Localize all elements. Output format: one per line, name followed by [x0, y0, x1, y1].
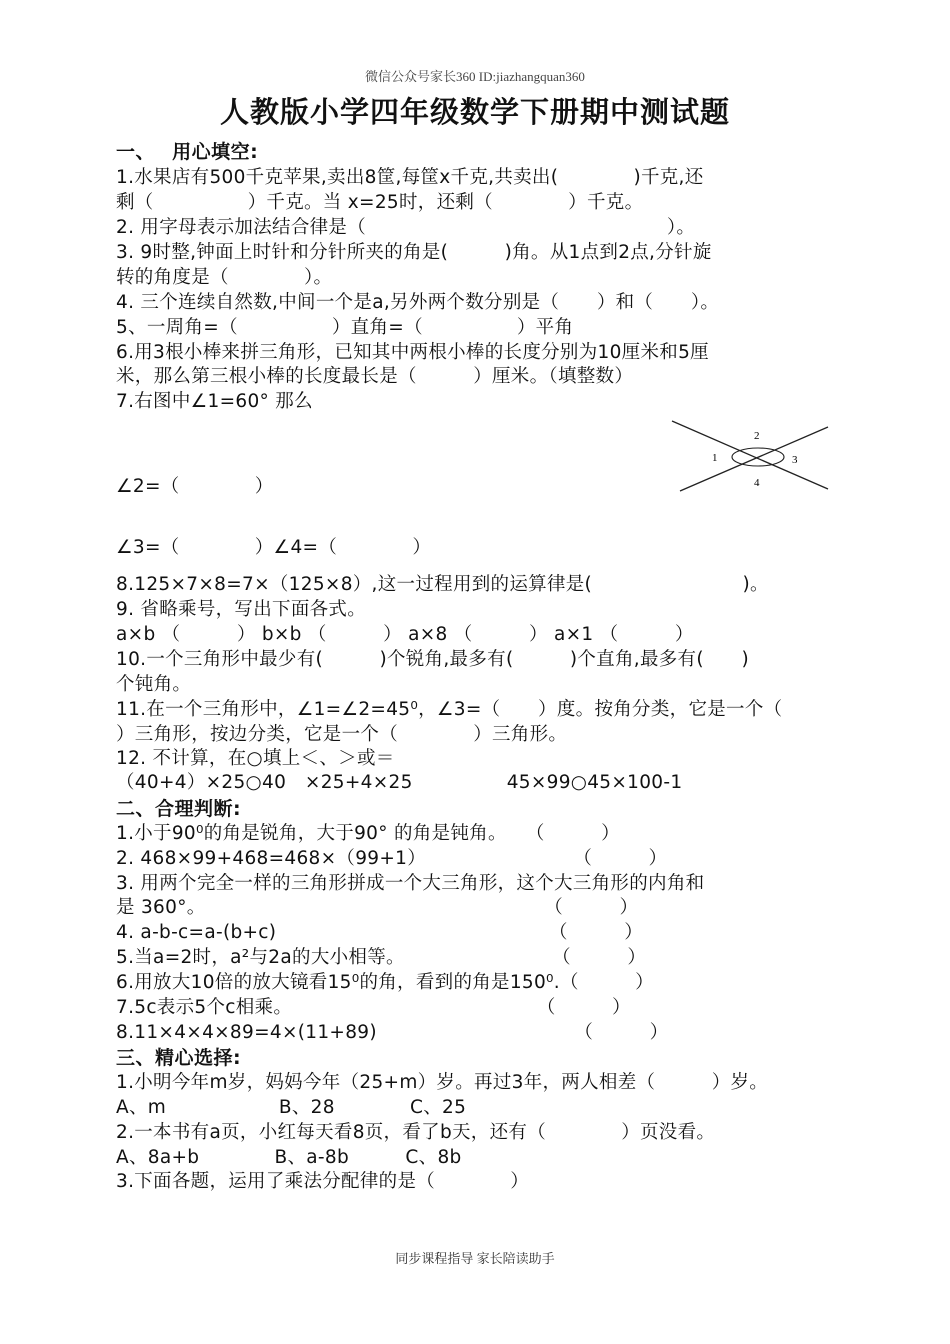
question-line: 7.右图中∠1=60° 那么	[116, 391, 313, 412]
question-line: 5.当a=2时，a²与2a的大小相等。 （ ）	[116, 947, 647, 968]
question-line: 2. 用字母表示加法结合律是（ ）。	[116, 217, 696, 238]
choice-options: A、m B、28 C、25	[116, 1097, 467, 1118]
question-line: 2.一本书有a页，小红每天看8页，看了b天，还有（ ）页没看。	[116, 1122, 716, 1143]
question-line: 个钝角。	[116, 674, 192, 695]
question-line: 米，那么第三根小棒的长度最长是（ ）厘米。（填整数）	[116, 366, 634, 387]
question-line: 5、一周角=（ ）直角=（ ）平角	[116, 317, 574, 338]
question-line: 8.11×4×4×89=4×(11+89) （ ）	[116, 1022, 669, 1043]
question-line: ）三角形，按边分类，它是一个（ ）三角形。	[116, 724, 568, 745]
line-a	[672, 421, 828, 489]
page-header: 微信公众号家长360 ID:jiazhangquan360	[365, 69, 585, 84]
page-footer: 同步课程指导 家长陪读助手	[395, 1251, 555, 1266]
question-line: 1.水果店有500千克苹果,卖出8筐,每筐x千克,共卖出( )千克,还	[116, 167, 704, 188]
question-line: 7.5c表示5个c相乘。 （ ）	[116, 997, 631, 1018]
intersecting-lines-figure	[668, 415, 834, 495]
question-line: a×b （ ） b×b （ ） a×8 （ ） a×1 （ ）	[116, 624, 694, 645]
question-line: 3. 9时整,钟面上时针和分针所夹的角是( )角。从1点到2点,分针旋	[116, 242, 712, 263]
question-line: 6.用3根小棒来拼三角形，已知其中两根小棒的长度分别为10厘米和5厘	[116, 342, 709, 363]
question-line: 6.用放大10倍的放大镜看15⁰的角，看到的角是150⁰.（ ）	[116, 972, 654, 993]
question-line: 转的角度是（ ）。	[116, 267, 333, 288]
question-line: 3.下面各题，运用了乘法分配律的是（ ）	[116, 1171, 530, 1192]
section-heading-choice: 三、精心选择:	[116, 1047, 242, 1069]
question-line: 2. 468×99+468=468×（99+1） （ ）	[116, 848, 668, 869]
question-line: ∠2=（ ）	[116, 476, 274, 497]
section-heading-fill-blanks: 一、 用心填空:	[116, 141, 259, 163]
question-line: 1.小明今年m岁，妈妈今年（25+m）岁。再过3年，两人相差（ ）岁。	[116, 1072, 769, 1093]
question-line: 9. 省略乘号，写出下面各式。	[116, 599, 367, 620]
question-line: 11.在一个三角形中，∠1=∠2=45⁰，∠3=（ ）度。按角分类，它是一个（	[116, 699, 783, 720]
question-line: 12. 不计算，在○填上＜、＞或＝	[116, 748, 395, 769]
question-line: 8.125×7×8=7×（125×8）,这一过程用到的运算律是( )。	[116, 574, 769, 595]
section-heading-judgement: 二、合理判断:	[116, 798, 242, 820]
question-line: 是 360°。 （ ）	[116, 897, 639, 918]
question-line: 10.一个三角形中最少有( )个锐角,最多有( )个直角,最多有( )	[116, 649, 749, 670]
question-line: 4. a-b-c=a-(b+c) （ ）	[116, 922, 644, 943]
page-title: 人教版小学四年级数学下册期中测试题	[219, 95, 730, 129]
question-line: 剩（ ）千克。当 x=25时，还剩（ ）千克。	[116, 192, 644, 213]
angle-label-3: 3	[792, 454, 798, 466]
question-line: 1.小于90⁰的角是锐角，大于90° 的角是钝角。 （ ）	[116, 823, 620, 844]
question-line: ∠3=（ ）∠4=（ ）	[116, 537, 432, 558]
choice-options: A、8a+b B、a-8b C、8b	[116, 1147, 462, 1168]
question-line: 3. 用两个完全一样的三角形拼成一个大三角形，这个大三角形的内角和	[116, 873, 705, 894]
angle-label-1: 1	[712, 452, 718, 464]
question-line: （40+4）×25○40 ×25+4×25 45×99○45×100-1	[116, 772, 683, 793]
angle-label-2: 2	[754, 430, 760, 442]
question-line: 4. 三个连续自然数,中间一个是a,另外两个数分别是（ ）和（ ）。	[116, 292, 720, 313]
angle-label-4: 4	[754, 477, 760, 489]
